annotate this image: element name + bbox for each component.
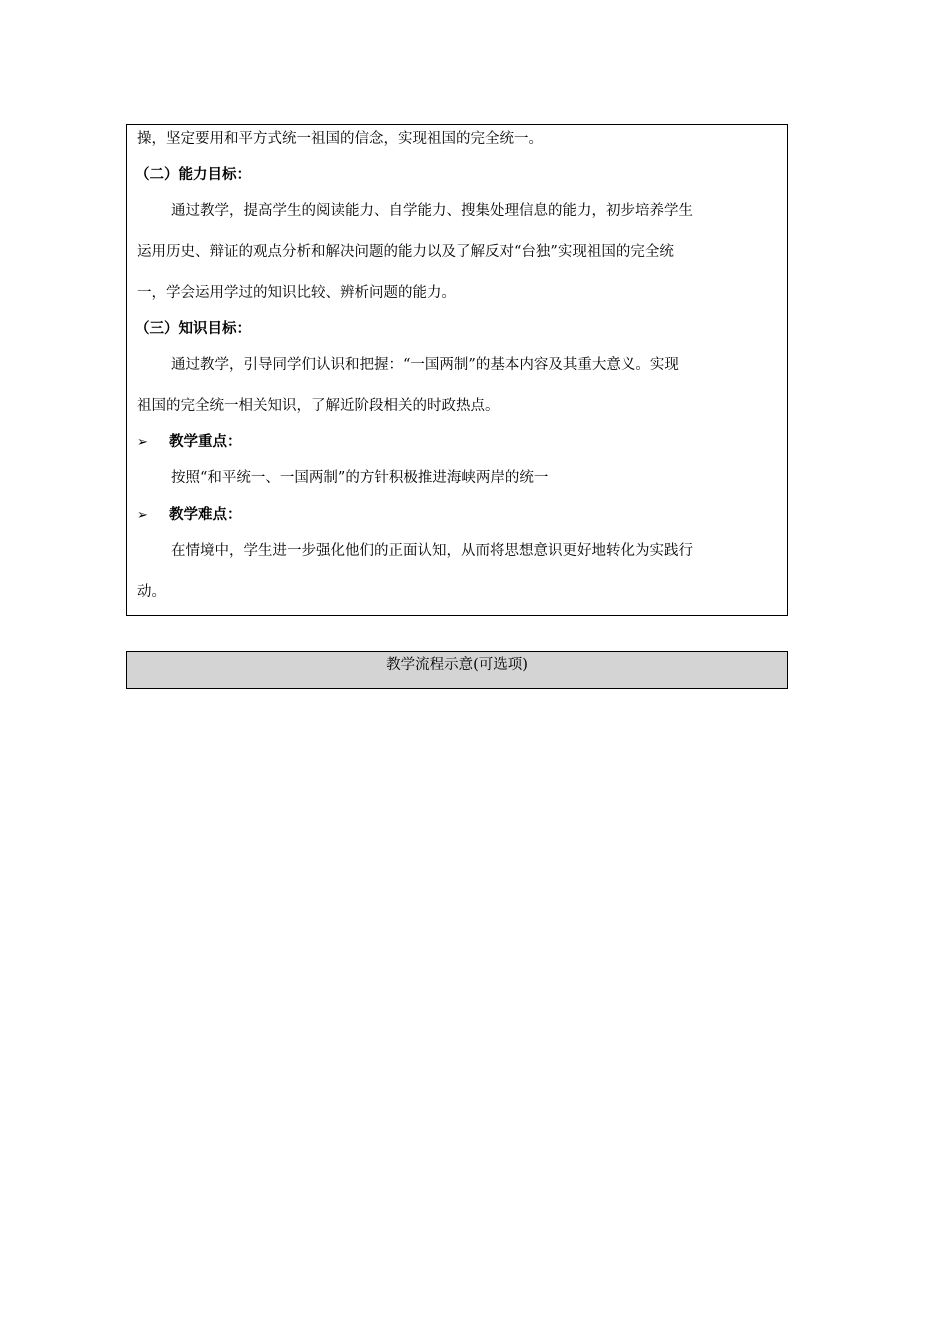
bullet-arrow-icon: ➢ — [137, 508, 148, 523]
difficulty-row — [137, 505, 242, 526]
difficulty-text-1: 在情境中，学生进一步强化他们的正面认知，从而将思想意识更好地转化为实践行 — [171, 543, 693, 559]
bullet-arrow-icon: ➢ — [137, 435, 148, 450]
ability-goal-heading: （二）能力目标： — [135, 166, 251, 183]
key-point-row — [137, 432, 242, 453]
ability-goal-text-3: 一，学会运用学过的知识比较、辨析问题的能力。 — [137, 285, 456, 301]
knowledge-goal-text-2: 祖国的完全统一相关知识，了解近阶段相关的时政热点。 — [137, 398, 500, 414]
teaching-flow-header: 教学流程示意(可选项) — [126, 651, 788, 689]
objectives-box — [126, 124, 788, 616]
ability-goal-text-1: 通过教学，提高学生的阅读能力、自学能力、搜集处理信息的能力，初步培养学生 — [171, 203, 693, 219]
difficulty-text-2: 动。 — [137, 584, 166, 600]
ability-goal-text-2: 运用历史、辩证的观点分析和解决问题的能力以及了解反对“台独”实现祖国的完全统 — [137, 244, 674, 260]
difficulty-label: 教学难点： — [169, 506, 242, 523]
key-point-text: 按照“和平统一、一国两制”的方针积极推进海峡两岸的统一 — [171, 470, 549, 486]
knowledge-goal-text-1: 通过教学，引导同学们认识和把握：“一国两制”的基本内容及其重大意义。实现 — [171, 357, 679, 373]
knowledge-goal-heading: （三）知识目标： — [135, 320, 251, 337]
key-point-label: 教学重点： — [169, 433, 242, 450]
emotion-goal-tail: 操，坚定要用和平方式统一祖国的信念，实现祖国的完全统一。 — [137, 131, 543, 147]
